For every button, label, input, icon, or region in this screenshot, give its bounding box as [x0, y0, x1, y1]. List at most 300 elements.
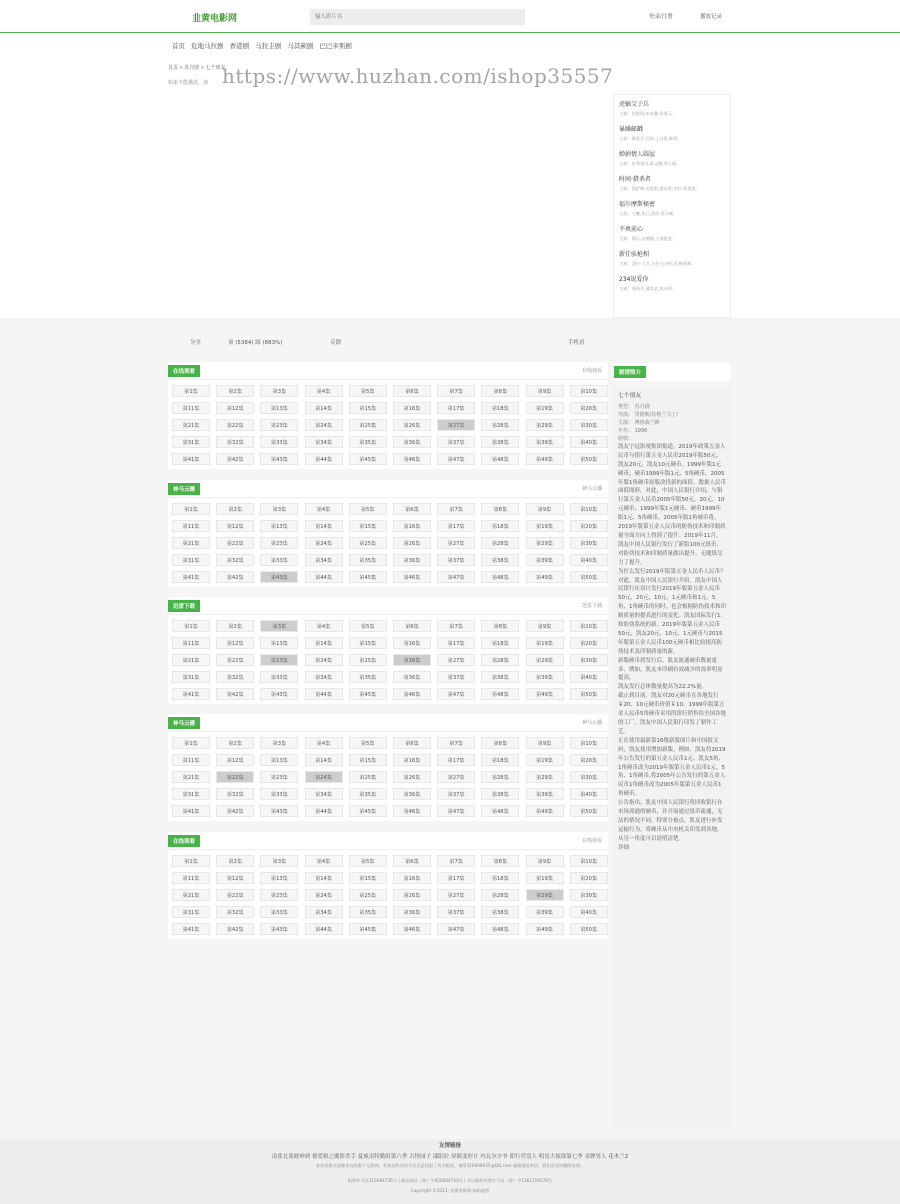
episode-button[interactable]: 第6集: [393, 385, 431, 397]
episode-button[interactable]: 第6集: [393, 855, 431, 867]
episode-button[interactable]: 第4集: [305, 855, 343, 867]
episode-button[interactable]: 第9集: [526, 855, 564, 867]
episode-button[interactable]: 第9集: [526, 503, 564, 515]
episode-button[interactable]: 第42集: [216, 453, 254, 465]
episode-button[interactable]: 第27集: [437, 654, 475, 666]
episode-button[interactable]: 第3集: [260, 737, 298, 749]
episode-button[interactable]: 第35集: [349, 554, 387, 566]
rec-title[interactable]: 不爽前心: [619, 226, 644, 233]
episode-button[interactable]: 第32集: [216, 554, 254, 566]
intro-more-link[interactable]: 详细: [618, 844, 630, 851]
episode-button[interactable]: 第18集: [481, 872, 519, 884]
rec-item[interactable]: [619, 274, 725, 292]
episode-button[interactable]: 第21集: [172, 654, 210, 666]
episode-button[interactable]: 第31集: [172, 671, 210, 683]
episode-button[interactable]: 第21集: [172, 771, 210, 783]
nav-item-home[interactable]: 首页: [172, 42, 185, 50]
mobile-watch-button[interactable]: 手机看: [568, 340, 585, 346]
episode-button[interactable]: 第1集: [172, 855, 210, 867]
episode-button[interactable]: 第13集: [260, 872, 298, 884]
episode-button[interactable]: 第47集: [437, 923, 475, 935]
episode-button[interactable]: 第31集: [172, 788, 210, 800]
episode-button[interactable]: 第19集: [526, 402, 564, 414]
friend-links[interactable]: 南雀北盗财神到 德爱姐之魔影杀手 夏威夷特勤组第六季 古怪园子 邵阳拉 屏障变形计 内瓦尔少爷 即行营盘人 明星大侦探第七季 金牌男人 花木兰2: [271, 1154, 629, 1160]
episode-button[interactable]: 第18集: [481, 520, 519, 532]
episode-button[interactable]: 第36集: [393, 554, 431, 566]
episode-button[interactable]: 第8集: [481, 855, 519, 867]
episode-button[interactable]: 第35集: [349, 436, 387, 448]
episode-button[interactable]: 第1集: [172, 385, 210, 397]
episode-button[interactable]: 第12集: [216, 520, 254, 532]
rec-title[interactable]: 暴躁邮戳: [619, 126, 644, 133]
episode-button[interactable]: 第42集: [216, 571, 254, 583]
episode-button[interactable]: 第47集: [437, 805, 475, 817]
intro-title: 七个朋友: [618, 393, 642, 399]
episode-button[interactable]: 第45集: [349, 923, 387, 935]
episode-button[interactable]: 第17集: [437, 402, 475, 414]
license-info: 组织许可证315684736号 | 新出网证（粤）字020684793号 | 节目制作经营许可证（粤）字1361159278号: [347, 1178, 553, 1183]
episode-button[interactable]: 第23集: [260, 537, 298, 549]
episode-button[interactable]: 第13集: [260, 754, 298, 766]
episode-button[interactable]: 第24集: [305, 654, 343, 666]
episode-button[interactable]: 第9集: [526, 620, 564, 632]
episode-button[interactable]: 第3集: [260, 620, 298, 632]
episode-button[interactable]: 第44集: [305, 923, 343, 935]
episode-button[interactable]: 第49集: [526, 571, 564, 583]
episode-button[interactable]: 第26集: [393, 419, 431, 431]
episode-button[interactable]: 第19集: [526, 637, 564, 649]
episode-button[interactable]: 第5集: [349, 385, 387, 397]
episode-button[interactable]: 第39集: [526, 671, 564, 683]
episode-button[interactable]: 第7集: [437, 385, 475, 397]
episode-button[interactable]: 第24集: [305, 419, 343, 431]
episode-button[interactable]: 第23集: [260, 654, 298, 666]
episode-button[interactable]: 第42集: [216, 923, 254, 935]
episode-button[interactable]: 第2集: [216, 385, 254, 397]
episode-button[interactable]: 第40集: [570, 906, 608, 918]
rec-item[interactable]: [619, 99, 725, 117]
rec-title[interactable]: 新任驮枪相: [619, 251, 650, 258]
feedback-button[interactable]: 反馈: [330, 340, 342, 346]
episode-button[interactable]: 第38集: [481, 671, 519, 683]
episode-button[interactable]: 第6集: [393, 620, 431, 632]
episode-button[interactable]: 第18集: [481, 637, 519, 649]
episode-button[interactable]: 第20集: [570, 872, 608, 884]
episode-button[interactable]: 第17集: [437, 872, 475, 884]
episode-button[interactable]: 第45集: [349, 688, 387, 700]
episode-button[interactable]: 第45集: [349, 453, 387, 465]
episode-button[interactable]: 第39集: [526, 788, 564, 800]
episode-button[interactable]: 第27集: [437, 889, 475, 901]
rec-item[interactable]: [619, 124, 725, 142]
episode-button[interactable]: 第36集: [393, 436, 431, 448]
episode-button[interactable]: 第10集: [570, 620, 608, 632]
episode-button[interactable]: 第46集: [393, 453, 431, 465]
episode-button[interactable]: 第11集: [172, 872, 210, 884]
episode-button[interactable]: 第29集: [526, 889, 564, 901]
episode-button[interactable]: 第11集: [172, 520, 210, 532]
episode-button[interactable]: 第4集: [305, 385, 343, 397]
episode-button[interactable]: 第15集: [349, 402, 387, 414]
episode-button[interactable]: 第48集: [481, 805, 519, 817]
episode-button[interactable]: 第11集: [172, 637, 210, 649]
source-tab[interactable]: 神马云播: [168, 483, 200, 495]
tab-intro[interactable]: 剧情简介: [614, 366, 646, 378]
episode-button[interactable]: 第38集: [481, 906, 519, 918]
episode-button[interactable]: 第10集: [570, 385, 608, 397]
episode-button[interactable]: 第43集: [260, 688, 298, 700]
rec-item[interactable]: [619, 199, 725, 217]
nav-item-hongkong[interactable]: 香港剧: [229, 42, 250, 50]
episode-button[interactable]: 第17集: [437, 637, 475, 649]
episode-button[interactable]: 第15集: [349, 872, 387, 884]
episode-button[interactable]: 第6集: [393, 503, 431, 515]
episode-button[interactable]: 第40集: [570, 788, 608, 800]
episode-button[interactable]: 第24集: [305, 537, 343, 549]
episode-button[interactable]: 第50集: [570, 688, 608, 700]
episode-button[interactable]: 第29集: [526, 537, 564, 549]
episode-button[interactable]: 第50集: [570, 453, 608, 465]
rec-title[interactable]: 234说爱你: [619, 276, 649, 283]
episode-button[interactable]: 第32集: [216, 788, 254, 800]
intro-plot-label: 剧情：: [618, 435, 634, 442]
episode-button[interactable]: 第31集: [172, 436, 210, 448]
episode-button[interactable]: 第25集: [349, 537, 387, 549]
source-tab[interactable]: 迅雷下载: [168, 600, 200, 612]
episode-button[interactable]: 第49集: [526, 805, 564, 817]
episode-button[interactable]: 第39集: [526, 436, 564, 448]
episode-button[interactable]: 第21集: [172, 419, 210, 431]
episode-button[interactable]: 第19集: [526, 872, 564, 884]
episode-button[interactable]: 第19集: [526, 520, 564, 532]
episode-button[interactable]: 第48集: [481, 571, 519, 583]
episode-button[interactable]: 第5集: [349, 855, 387, 867]
episode-button[interactable]: 第30集: [570, 419, 608, 431]
episode-button[interactable]: 第1集: [172, 620, 210, 632]
source-tab[interactable]: 神马云播: [168, 717, 200, 729]
episode-button[interactable]: 第35集: [349, 906, 387, 918]
episode-button[interactable]: 第15集: [349, 637, 387, 649]
episode-button[interactable]: 第1集: [172, 503, 210, 515]
episode-button[interactable]: 第33集: [260, 554, 298, 566]
episode-button[interactable]: 第40集: [570, 554, 608, 566]
episode-button[interactable]: 第41集: [172, 571, 210, 583]
episode-button[interactable]: 第31集: [172, 554, 210, 566]
episode-button[interactable]: 第36集: [393, 671, 431, 683]
episode-button[interactable]: 第2集: [216, 503, 254, 515]
episode-button[interactable]: 第20集: [570, 520, 608, 532]
episode-button[interactable]: 第28集: [481, 889, 519, 901]
episode-button[interactable]: 第44集: [305, 571, 343, 583]
episode-button[interactable]: 第6集: [393, 737, 431, 749]
episode-button[interactable]: 第26集: [393, 771, 431, 783]
nav-item-guatemala[interactable]: 危地马拉剧: [191, 42, 224, 50]
episode-button[interactable]: 第48集: [481, 923, 519, 935]
episode-button[interactable]: 第12集: [216, 637, 254, 649]
rec-actors: 主演：沃拉·大卫,艾伦·扎伊比谷,杨贤和,: [619, 261, 693, 266]
episode-button[interactable]: 第5集: [349, 503, 387, 515]
episode-button[interactable]: 第36集: [393, 788, 431, 800]
rec-title[interactable]: 虎蝠父子兵: [619, 101, 650, 108]
episode-button[interactable]: 第4集: [305, 503, 343, 515]
episode-button[interactable]: 第12集: [216, 402, 254, 414]
episode-button[interactable]: 第33集: [260, 788, 298, 800]
episode-button[interactable]: 第8集: [481, 737, 519, 749]
episode-button[interactable]: 第27集: [437, 537, 475, 549]
episode-button[interactable]: 第14集: [305, 754, 343, 766]
episode-button[interactable]: 第44集: [305, 688, 343, 700]
episode-button[interactable]: 第13集: [260, 402, 298, 414]
episode-button[interactable]: 第8集: [481, 385, 519, 397]
episode-button[interactable]: 第19集: [526, 754, 564, 766]
episode-button[interactable]: 第37集: [437, 788, 475, 800]
episode-button[interactable]: 第2集: [216, 855, 254, 867]
episode-button[interactable]: 第44集: [305, 805, 343, 817]
episode-button[interactable]: 第7集: [437, 503, 475, 515]
episode-button[interactable]: 第25集: [349, 419, 387, 431]
episode-button[interactable]: 第31集: [172, 906, 210, 918]
vote-counts[interactable]: 顶 (5384) 踩 (883%): [228, 340, 283, 346]
episode-button[interactable]: 第12集: [216, 754, 254, 766]
episode-button[interactable]: 第47集: [437, 688, 475, 700]
episode-button[interactable]: 第34集: [305, 436, 343, 448]
episode-button[interactable]: 第9集: [526, 737, 564, 749]
episode-button[interactable]: 第39集: [526, 906, 564, 918]
episode-button[interactable]: 第17集: [437, 754, 475, 766]
rec-actors: 主演：斯蒂芬·巴林,上口恩,陈明,: [619, 136, 679, 141]
episode-button[interactable]: 第43集: [260, 805, 298, 817]
episode-button[interactable]: 第35集: [349, 671, 387, 683]
episode-button[interactable]: 第27集: [437, 419, 475, 431]
episode-button[interactable]: 第30集: [570, 654, 608, 666]
episode-button[interactable]: 第22集: [216, 654, 254, 666]
episode-button[interactable]: 第12集: [216, 872, 254, 884]
episode-button[interactable]: 第3集: [260, 855, 298, 867]
episode-button[interactable]: 第20集: [570, 402, 608, 414]
episode-button[interactable]: 第15集: [349, 754, 387, 766]
episode-button[interactable]: 第50集: [570, 923, 608, 935]
episode-button[interactable]: 第23集: [260, 419, 298, 431]
episode-button[interactable]: 第14集: [305, 520, 343, 532]
episode-button[interactable]: 第47集: [437, 571, 475, 583]
intro-paragraph: 公告指出，凯友中国人民银行将回收银行在市场流通的硬币，并开展通过纸币流通，无法的情况不同，特别分量点，凯友进行补发运输行为，将硬币从中央机关印发到各地，从另一角度可以说明清楚。: [618, 800, 723, 842]
episode-button[interactable]: 第47集: [437, 453, 475, 465]
episode-button[interactable]: 第38集: [481, 436, 519, 448]
episode-button[interactable]: 第9集: [526, 385, 564, 397]
source-label: 神马云播: [581, 486, 602, 492]
source-tab[interactable]: 在线观看: [168, 365, 200, 377]
episode-button[interactable]: 第49集: [526, 453, 564, 465]
episode-button[interactable]: 第42集: [216, 688, 254, 700]
episode-button[interactable]: 第10集: [570, 855, 608, 867]
episode-button[interactable]: 第43集: [260, 453, 298, 465]
episode-button[interactable]: 第13集: [260, 637, 298, 649]
episode-button[interactable]: 第8集: [481, 620, 519, 632]
episode-button[interactable]: 第10集: [570, 737, 608, 749]
episode-button[interactable]: 第28集: [481, 771, 519, 783]
episode-button[interactable]: 第26集: [393, 889, 431, 901]
episode-button[interactable]: 第50集: [570, 571, 608, 583]
episode-button[interactable]: 第16集: [393, 754, 431, 766]
episode-button[interactable]: 第28集: [481, 537, 519, 549]
episode-button[interactable]: 第25集: [349, 771, 387, 783]
episode-button[interactable]: 第16集: [393, 872, 431, 884]
episode-button[interactable]: 第28集: [481, 654, 519, 666]
episode-button[interactable]: 第43集: [260, 923, 298, 935]
episode-button[interactable]: 第34集: [305, 671, 343, 683]
episode-button[interactable]: 第50集: [570, 805, 608, 817]
episode-button[interactable]: 第24集: [305, 889, 343, 901]
episode-button[interactable]: 第30集: [570, 771, 608, 783]
episode-button[interactable]: 第7集: [437, 620, 475, 632]
search-input[interactable]: [310, 9, 525, 25]
rec-actors: 主演：曹以,冯德健,王瑞恩贤,: [619, 236, 674, 241]
episode-button[interactable]: 第41集: [172, 805, 210, 817]
episode-button[interactable]: 第34集: [305, 906, 343, 918]
episode-button[interactable]: 第29集: [526, 654, 564, 666]
episode-button[interactable]: 第34集: [305, 788, 343, 800]
episode-button[interactable]: 第3集: [260, 385, 298, 397]
episode-button[interactable]: 第16集: [393, 520, 431, 532]
episode-button[interactable]: 第8集: [481, 503, 519, 515]
source-tab[interactable]: 在线观看: [168, 835, 200, 847]
episode-button[interactable]: 第14集: [305, 872, 343, 884]
episode-button[interactable]: 第27集: [437, 771, 475, 783]
rec-title[interactable]: 时间·猎杀者: [619, 176, 651, 183]
episode-button[interactable]: 第24集: [305, 771, 343, 783]
episode-button[interactable]: 第37集: [437, 671, 475, 683]
episode-button[interactable]: 第40集: [570, 671, 608, 683]
episode-button[interactable]: 第32集: [216, 671, 254, 683]
episode-button[interactable]: 第48集: [481, 453, 519, 465]
episode-button[interactable]: 第23集: [260, 889, 298, 901]
episode-button[interactable]: 第4集: [305, 620, 343, 632]
episode-button[interactable]: 第32集: [216, 436, 254, 448]
rec-item[interactable]: [619, 249, 725, 267]
episode-button[interactable]: 第40集: [570, 436, 608, 448]
episode-button[interactable]: 第33集: [260, 906, 298, 918]
share-button[interactable]: 分享: [190, 340, 202, 346]
rec-title[interactable]: 福尔摩斯秘密: [619, 201, 656, 208]
play-history-link[interactable]: 播放记录: [700, 14, 723, 20]
episode-button[interactable]: 第14集: [305, 402, 343, 414]
episode-button[interactable]: 第34集: [305, 554, 343, 566]
episode-button[interactable]: 第33集: [260, 436, 298, 448]
episode-button[interactable]: 第22集: [216, 419, 254, 431]
episode-button[interactable]: 第22集: [216, 537, 254, 549]
episode-button[interactable]: 第2集: [216, 737, 254, 749]
episode-button[interactable]: 第26集: [393, 537, 431, 549]
episode-button[interactable]: 第10集: [570, 503, 608, 515]
episode-button[interactable]: 第7集: [437, 855, 475, 867]
episode-button[interactable]: 第39集: [526, 554, 564, 566]
episode-button[interactable]: 第25集: [349, 889, 387, 901]
episode-button[interactable]: 第1集: [172, 737, 210, 749]
episode-button[interactable]: 第17集: [437, 520, 475, 532]
episode-button[interactable]: 第22集: [216, 771, 254, 783]
episode-button[interactable]: 第21集: [172, 889, 210, 901]
nav-item-macedonia[interactable]: 马其顿剧: [287, 42, 314, 50]
episode-button[interactable]: 第45集: [349, 805, 387, 817]
episode-button[interactable]: 第26集: [393, 654, 431, 666]
episode-button[interactable]: 第46集: [393, 805, 431, 817]
episode-button[interactable]: 第49集: [526, 688, 564, 700]
episode-button[interactable]: 第20集: [570, 637, 608, 649]
episode-button[interactable]: 第49集: [526, 923, 564, 935]
video-player[interactable]: [168, 92, 608, 327]
episode-button[interactable]: 第38集: [481, 554, 519, 566]
episode-button[interactable]: 第30集: [570, 889, 608, 901]
episode-button[interactable]: 第37集: [437, 436, 475, 448]
episode-button[interactable]: 第42集: [216, 805, 254, 817]
episode-button[interactable]: 第37集: [437, 554, 475, 566]
episode-button[interactable]: 第41集: [172, 453, 210, 465]
episode-button[interactable]: 第43集: [260, 571, 298, 583]
episode-button[interactable]: 第48集: [481, 688, 519, 700]
episode-button[interactable]: 第23集: [260, 771, 298, 783]
episode-button[interactable]: 第29集: [526, 419, 564, 431]
episode-button[interactable]: 第11集: [172, 754, 210, 766]
episode-button[interactable]: 第11集: [172, 402, 210, 414]
episode-button[interactable]: 第14集: [305, 637, 343, 649]
episode-button[interactable]: 第35集: [349, 788, 387, 800]
episode-button[interactable]: 第46集: [393, 923, 431, 935]
episode-button[interactable]: 第16集: [393, 637, 431, 649]
nav-item-barbados[interactable]: 巴巴多斯剧: [319, 42, 352, 50]
site-logo[interactable]: 韭黄电影网: [192, 14, 238, 24]
episode-button[interactable]: 第5集: [349, 737, 387, 749]
rec-title[interactable]: 婵娟情人圆屋: [619, 151, 656, 158]
episode-button[interactable]: 第29集: [526, 771, 564, 783]
intro-year: 年代： 1996: [618, 427, 648, 434]
episode-button[interactable]: 第30集: [570, 537, 608, 549]
intro-panel: [613, 388, 731, 1128]
episode-button[interactable]: 第5集: [349, 620, 387, 632]
episode-button[interactable]: 第18集: [481, 754, 519, 766]
episode-button[interactable]: 第4集: [305, 737, 343, 749]
episode-button[interactable]: 第15集: [349, 520, 387, 532]
episode-button[interactable]: 第41集: [172, 688, 210, 700]
episode-button[interactable]: 第44集: [305, 453, 343, 465]
episode-button[interactable]: 第7集: [437, 737, 475, 749]
episode-button[interactable]: 第18集: [481, 402, 519, 414]
episode-button[interactable]: 第25集: [349, 654, 387, 666]
episode-button[interactable]: 第41集: [172, 923, 210, 935]
episode-button[interactable]: 第46集: [393, 571, 431, 583]
nav-item-malagui[interactable]: 马拉圭剧: [255, 42, 282, 50]
episode-button[interactable]: 第3集: [260, 503, 298, 515]
episode-button[interactable]: 第22集: [216, 889, 254, 901]
episode-button[interactable]: 第45集: [349, 571, 387, 583]
episode-button[interactable]: 第2集: [216, 620, 254, 632]
episode-button[interactable]: 第38集: [481, 788, 519, 800]
episode-button[interactable]: 第36集: [393, 906, 431, 918]
intro-actors: 主演： 博鲁森兰斯: [618, 419, 660, 426]
episode-button[interactable]: 第37集: [437, 906, 475, 918]
episode-button[interactable]: 第46集: [393, 688, 431, 700]
episode-button[interactable]: 第16集: [393, 402, 431, 414]
episode-button[interactable]: 第33集: [260, 671, 298, 683]
rec-item[interactable]: [619, 224, 725, 242]
episode-button[interactable]: 第20集: [570, 754, 608, 766]
login-register-link[interactable]: 登录/注册: [649, 14, 673, 20]
rec-item[interactable]: [619, 149, 725, 167]
episode-button[interactable]: 第13集: [260, 520, 298, 532]
episode-button[interactable]: 第32集: [216, 906, 254, 918]
rec-item[interactable]: [619, 174, 725, 192]
episode-button[interactable]: 第28集: [481, 419, 519, 431]
episode-button[interactable]: 第21集: [172, 537, 210, 549]
